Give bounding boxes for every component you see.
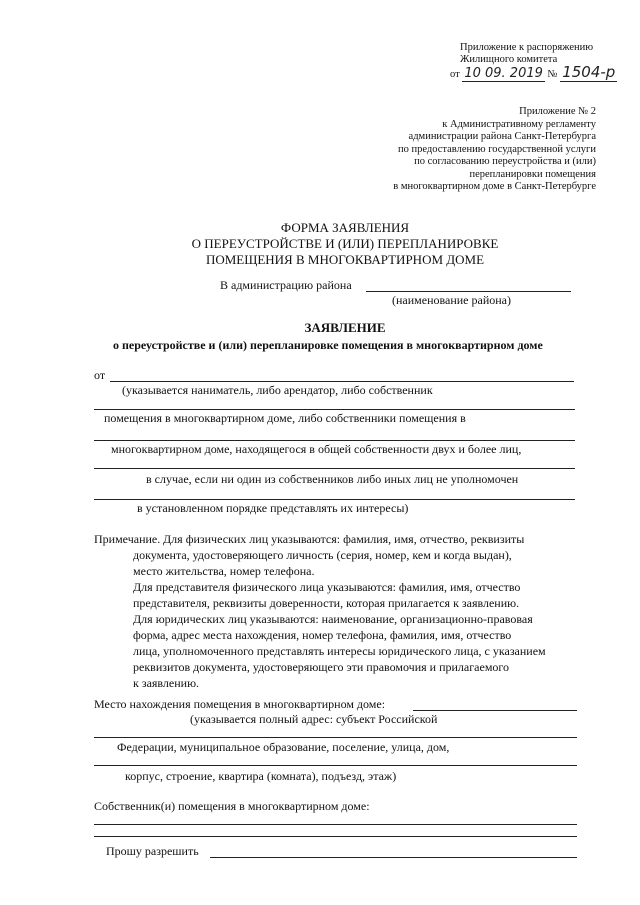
location-label: Место нахождения помещения в многоквартирном доме:: [94, 697, 386, 711]
appendix-line: по предоставлению государственной услуги: [398, 143, 596, 155]
district-name-field[interactable]: [366, 291, 571, 292]
form-title-line: ПОМЕЩЕНИЯ В МНОГОКВАРТИРНОМ ДОМЕ: [205, 252, 485, 267]
location-hint: корпус, строение, квартира (комната), подъезд, этаж): [125, 769, 397, 783]
applicant-hint: в установленном порядке представлять их интересы): [137, 501, 409, 515]
order-date-handwritten: 10 09. 2019: [464, 66, 543, 81]
applicant-field-2[interactable]: [94, 409, 575, 410]
form-title: [100, 220, 590, 268]
note-line: Для физических лиц указываются: фамилия, имя, отчество, реквизиты: [163, 532, 525, 546]
applicant-field-5[interactable]: [94, 499, 575, 500]
form-title-line: ФОРМА ЗАЯВЛЕНИЯ: [280, 220, 410, 235]
appendix-line: администрации района Санкт-Петербурга: [408, 131, 596, 142]
applicant-hint: в случае, если ни один из собственников либо иных лиц не уполномочен: [146, 472, 519, 486]
district-name-hint: (наименование района): [392, 293, 512, 307]
form-title-line: О ПЕРЕУСТРОЙСТВЕ И (ИЛИ) ПЕРЕПЛАНИРОВКЕ: [191, 236, 499, 251]
note-label: Примечание.: [94, 532, 161, 546]
location-field-1[interactable]: [413, 710, 577, 711]
owners-label: Собственник(и) помещения в многоквартирном доме:: [94, 799, 370, 813]
note-line: форма, адрес места нахождения, номер телефона, фамилия, имя, отчество: [133, 628, 512, 642]
owners-field-1[interactable]: [94, 824, 577, 825]
owners-field-2[interactable]: [94, 836, 577, 837]
note-line: лица, уполномоченного представлять интересы юридического лица, с указанием: [133, 644, 546, 658]
request-field[interactable]: [210, 857, 577, 858]
note-line: к заявлению.: [133, 676, 200, 690]
order-header-line2: Жилищного комитета: [460, 54, 558, 65]
note-line: Для представителя физического лица указываются: фамилия, имя, отчество: [133, 580, 521, 594]
location-field-2[interactable]: [94, 737, 577, 738]
appendix-line: к Административному регламенту: [442, 118, 596, 130]
order-number-sign: №: [547, 69, 558, 80]
appendix-line: Приложение № 2: [519, 106, 596, 117]
order-date-row: [450, 63, 617, 82]
note-line: Для юридических лиц указываются: наименование, организационно-правовая: [133, 612, 533, 626]
applicant-hint: (указывается наниматель, либо арендатор, либо собственник: [122, 383, 433, 397]
appendix-block: [296, 106, 596, 194]
appendix-line: в многоквартирном доме в Санкт-Петербурге: [393, 181, 596, 192]
statement-subheading: о переустройстве и (или) перепланировке помещения в многоквартирном доме: [113, 338, 543, 352]
appendix-line: по согласованию переустройства и (или): [414, 156, 596, 167]
applicant-field-3[interactable]: [94, 440, 575, 441]
location-field-3[interactable]: [94, 765, 577, 766]
location-hint: Федерации, муниципальное образование, поселение, улица, дом,: [117, 740, 450, 754]
applicant-hint: многоквартирном доме, находящегося в общей собственности двух и более лиц,: [111, 442, 522, 456]
appendix-line: перепланировки помещения: [469, 168, 596, 180]
statement-heading: ЗАЯВЛЕНИЕ: [304, 320, 386, 335]
applicant-from-label: от: [94, 368, 106, 382]
location-hint: (указывается полный адрес: субъект Российской: [190, 712, 438, 726]
note-line: документа, удостоверяющего личность (серия, номер, кем и когда выдан),: [133, 548, 512, 562]
request-label: Прошу разрешить: [106, 844, 199, 858]
address-to-label: В администрацию района: [220, 278, 352, 292]
applicant-hint: помещения в многоквартирном доме, либо собственники помещения в: [104, 411, 466, 425]
note-line: место жительства, номер телефона.: [133, 564, 315, 578]
note-line: реквизитов документа, удостоверяющего эти правомочия и прилагаемого: [133, 660, 510, 674]
applicant-field-4[interactable]: [94, 468, 575, 469]
applicant-field-1[interactable]: [110, 381, 574, 382]
order-header-line1: Приложение к распоряжению: [460, 42, 594, 53]
note-line: представителя, реквизиты доверенности, которая прилагается к заявлению.: [133, 596, 520, 610]
order-number-handwritten: 1504-р: [562, 63, 616, 81]
order-date-prefix: от: [450, 69, 460, 80]
